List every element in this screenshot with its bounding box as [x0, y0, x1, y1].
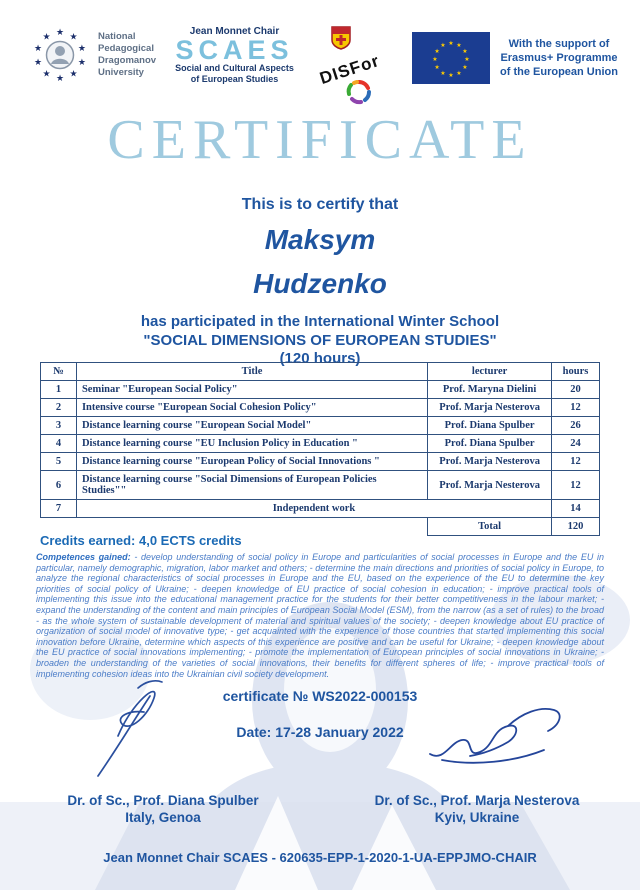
- recipient-first-name: Maksym: [264, 224, 376, 255]
- cell-no: 6: [41, 471, 77, 500]
- scaes-logo-group: [175, 26, 294, 85]
- erasmus-support-text: [500, 37, 618, 79]
- cell-no: 7: [41, 500, 77, 518]
- eu-flag-icon: [412, 32, 490, 84]
- col-header-hours: hours: [552, 363, 600, 381]
- disfor-swirl-icon: [345, 78, 373, 106]
- cell-lecturer: Prof. Marja Nesterova: [428, 399, 552, 417]
- cell-hours: 26: [552, 417, 600, 435]
- svg-text:★: ★: [464, 57, 470, 63]
- cell-title: Distance learning course "Social Dimensions of European Policies Studies"": [76, 471, 427, 500]
- scaes-subtitle-line: of European Studies: [190, 74, 279, 84]
- cell-total-hours: 120: [552, 518, 600, 536]
- svg-text:★: ★: [456, 43, 462, 50]
- course-table: [40, 362, 600, 536]
- cell-lecturer: Prof. Diana Spulber: [428, 417, 552, 435]
- cell-title: Independent work: [76, 500, 551, 518]
- signer-left-block: [48, 792, 278, 826]
- col-header-lecturer: lecturer: [428, 363, 552, 381]
- erasmus-logo-group: [412, 32, 618, 84]
- cell-hours: 12: [552, 399, 600, 417]
- erasmus-support-line: With the support of: [508, 38, 610, 50]
- jean-monnet-chair-label: Jean Monnet Chair: [189, 26, 280, 37]
- svg-text:★: ★: [434, 49, 440, 55]
- cell-lecturer: Prof. Marja Nesterova: [428, 453, 552, 471]
- signature-right: [422, 700, 572, 778]
- cell-title: Distance learning course "European Social Model": [76, 417, 427, 435]
- scaes-subtitle-line: Social and Cultural Aspects: [175, 63, 294, 73]
- col-header-title: Title: [76, 363, 427, 381]
- svg-text:★: ★: [448, 41, 454, 47]
- disfor-logo-text: DISFor: [317, 50, 382, 89]
- cell-title: Distance learning course "European Policy of Social Innovations ": [76, 453, 427, 471]
- svg-text:★: ★: [448, 73, 454, 79]
- svg-text:★: ★: [432, 57, 438, 63]
- svg-text:★: ★: [55, 27, 65, 37]
- cell-no: 5: [41, 453, 77, 471]
- signer-right-name: Dr. of Sc., Prof. Marja Nesterova: [374, 793, 580, 808]
- table-row: [41, 435, 600, 453]
- course-table-container: [40, 362, 600, 536]
- svg-text:★: ★: [462, 65, 468, 71]
- svg-text:★: ★: [69, 68, 78, 79]
- recipient-last-name: Hudzenko: [253, 268, 387, 299]
- erasmus-support-line: of the European Union: [500, 66, 618, 78]
- participation-line-2: "SOCIAL DIMENSIONS OF EUROPEAN STUDIES": [143, 331, 497, 349]
- signer-right-block: [352, 792, 602, 826]
- header-logos: [30, 24, 618, 112]
- signer-left-name: Dr. of Sc., Prof. Diana Spulber: [67, 793, 259, 808]
- svg-text:★: ★: [434, 65, 440, 71]
- table-row: [41, 381, 600, 399]
- table-header-row: [41, 363, 600, 381]
- footer-project-line: Jean Monnet Chair SCAES - 620635-EPP-1-2020-1-UA-EPPJMO-CHAIR: [103, 850, 537, 865]
- svg-text:★: ★: [440, 70, 446, 77]
- cell-hours: 12: [552, 453, 600, 471]
- cell-hours: 24: [552, 435, 600, 453]
- cell-no: 3: [41, 417, 77, 435]
- university-name-line: National: [98, 31, 136, 42]
- university-name-line: Pedagogical: [98, 43, 154, 54]
- participation-block: [0, 313, 640, 369]
- certificate-title: CERTIFICATE: [107, 109, 533, 171]
- cell-no: 1: [41, 381, 77, 399]
- participation-line-3: (120 hours): [279, 350, 361, 367]
- table-row: [41, 471, 600, 500]
- cell-title: Distance learning course "EU Inclusion Policy in Education ": [76, 435, 427, 453]
- svg-text:★: ★: [77, 57, 86, 68]
- cell-hours: 14: [552, 500, 600, 518]
- cell-no: 2: [41, 399, 77, 417]
- svg-text:★: ★: [456, 70, 462, 77]
- svg-text:★: ★: [42, 31, 51, 42]
- table-row-independent-work: [41, 500, 600, 518]
- university-seal-icon: [30, 24, 90, 86]
- signer-right-location: Kyiv, Ukraine: [434, 810, 520, 825]
- svg-text:★: ★: [34, 57, 43, 68]
- certificate-number: certificate № WS2022-000153: [222, 688, 418, 704]
- svg-text:★: ★: [462, 49, 468, 55]
- svg-text:★: ★: [34, 42, 43, 53]
- cell-no: 4: [41, 435, 77, 453]
- svg-text:★: ★: [42, 68, 51, 79]
- table-row: [41, 399, 600, 417]
- competences-label: Competences gained:: [36, 552, 131, 562]
- university-name-line: University: [98, 67, 144, 78]
- cell-lecturer: Prof. Marja Nesterova: [428, 471, 552, 500]
- signer-left-location: Italy, Genoa: [125, 810, 201, 825]
- university-name: [98, 31, 156, 79]
- cell-lecturer: Prof. Maryna Dielini: [428, 381, 552, 399]
- cell-total-label: Total: [428, 518, 552, 536]
- certificate-date: Date: 17-28 January 2022: [236, 724, 404, 740]
- competences-text: - develop understanding of social policy in Europe and particularities of social processes in Europe and the EU in particular, namely demographic, migration, labor market and others; - determine the main directions and priorities of social policy in Europe, to analyze the regional characteristics of social processes in Europe and the EU, based on the experience of the EU to determine the key priorities of social policy of Ukraine; - deepen knowledge of EU practice of social cohesion in education; - improve practical tools of implementing this issue into the educational management practice for the students for their better competitiveness in the labour market; - expand the understanding of the content and main principles of European Social Model (ESM), from the narrow (as a set of rules) to the broad - as the whole system of sustainable development of material and spiritual values of the society; - deepen knowledge about EU practice of organization of social model of innovative type; - get acquainted with the experience of those countries that started implementing this social innovation before Ukraine, determine which aspects of this experience are positive and can be useful for Ukraine; - deepen knowledge about the EU practice of social innovations implementing; - promote the implementation of European principles of social innovations in Ukraine; - broaden the understanding of the varieties of social innovations, their benefits for different spheres of life; - improve practical tools of implementing cohesion ideas into the Ukrainian civil society development.: [36, 552, 604, 679]
- cell-title: Intensive course "European Social Cohesion Policy": [76, 399, 427, 417]
- cell-lecturer: Prof. Diana Spulber: [428, 435, 552, 453]
- erasmus-support-line: Erasmus+ Programme: [500, 52, 618, 64]
- cell-hours: 20: [552, 381, 600, 399]
- disfor-shield-icon: [331, 26, 351, 50]
- university-name-line: Dragomanov: [98, 55, 157, 66]
- table-row: [41, 417, 600, 435]
- svg-text:★: ★: [55, 73, 65, 83]
- signature-left: [82, 672, 192, 782]
- col-header-no: №: [41, 363, 77, 381]
- svg-text:★: ★: [69, 31, 78, 42]
- university-logo-group: [30, 24, 156, 86]
- cell-title: Seminar "European Social Policy": [76, 381, 427, 399]
- participation-line-1: has participated in the International Winter School: [140, 313, 500, 330]
- disfor-logo-group: [313, 26, 393, 112]
- credits-earned-line: Credits earned: 4,0 ECTS credits: [40, 533, 242, 548]
- svg-text:★: ★: [440, 43, 446, 50]
- cell-hours: 12: [552, 471, 600, 500]
- scaes-logo-text: SCAES: [175, 35, 294, 65]
- svg-text:★: ★: [77, 42, 86, 53]
- table-row: [41, 453, 600, 471]
- competences-paragraph: [36, 552, 604, 679]
- certify-line: This is to certify that: [241, 196, 399, 213]
